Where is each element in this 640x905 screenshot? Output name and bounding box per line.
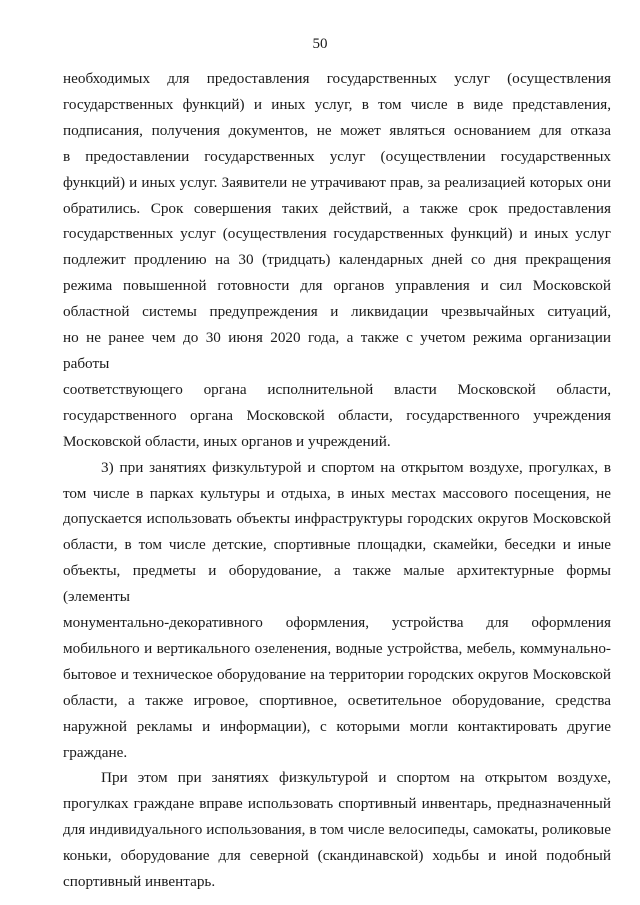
text-line: областной системы предупреждения и ликвидации чрезвычайных ситуаций, bbox=[63, 303, 611, 321]
text-line: необходимых для предоставления государственных услуг (осуществления bbox=[63, 70, 611, 87]
text-line: бытовое и техническое оборудование на территории городских округов Московской bbox=[63, 665, 611, 683]
text-line: прогулках граждане вправе использовать спортивный инвентарь, предназначенный bbox=[63, 795, 611, 813]
paragraph-sport-equipment bbox=[63, 765, 611, 895]
text-line: режима повышенной готовности для органов управления и сил Московской bbox=[63, 277, 611, 295]
text-line: государственных функций) и иных услуг, в том числе в виде представления, bbox=[63, 95, 611, 113]
text-line: Московской области, иных органов и учреждений. bbox=[63, 432, 391, 450]
paragraph-item-3 bbox=[63, 455, 611, 766]
text-line: области, в том числе детские, спортивные площадки, скамейки, беседки и иные bbox=[63, 536, 611, 554]
text-line: обратились. Срок совершения таких действий, а также срок предоставления bbox=[63, 199, 611, 217]
text-line: области, а также игровое, спортивное, осветительное оборудование, средства bbox=[63, 691, 611, 709]
text-line: для индивидуального использования, в том числе велосипеды, самокаты, роликовые bbox=[63, 821, 611, 839]
text-line: государственного органа Московской области, государственного учреждения bbox=[63, 406, 611, 424]
text-line: При этом при занятиях физкультурой и спортом на открытом воздухе, bbox=[101, 769, 611, 787]
text-line: соответствующего органа исполнительной власти Московской области, bbox=[63, 380, 611, 398]
text-line: наружной рекламы и информации), с которыми могли контактировать другие bbox=[63, 717, 611, 735]
document-body bbox=[63, 66, 611, 895]
text-line: мобильного и вертикального озеленения, водные устройства, мебель, коммунально- bbox=[63, 639, 611, 657]
text-line: коньки, оборудование для северной (скандинавской) ходьбы и иной подобный bbox=[63, 847, 611, 865]
text-line: подписания, получения документов, не может являться основанием для отказа bbox=[63, 121, 611, 139]
text-line: в предоставлении государственных услуг (осуществлении государственных bbox=[63, 147, 611, 165]
page-number: 50 bbox=[312, 36, 328, 52]
text-line: функций) и иных услуг. Заявители не утрачивают прав, за реализацией которых они bbox=[63, 173, 611, 191]
text-line: спортивный инвентарь. bbox=[63, 873, 216, 891]
text-line: объекты, предметы и оборудование, а также малые архитектурные формы (элементы bbox=[63, 562, 611, 606]
text-line: государственных услуг (осуществления государственных функций) и иных услуг bbox=[63, 225, 611, 243]
text-line: допускается использовать объекты инфраструктуры городских округов Московской bbox=[63, 510, 611, 528]
text-line: монументально-декоративного оформления, устройства для оформления bbox=[63, 614, 611, 632]
text-line: подлежит продлению на 30 (тридцать) календарных дней со дня прекращения bbox=[63, 251, 611, 269]
text-line: граждане. bbox=[63, 743, 128, 761]
text-line: но не ранее чем до 30 июня 2020 года, а также с учетом режима организации работы bbox=[63, 329, 611, 372]
text-line: том числе в парках культуры и отдыха, в иных местах массового посещения, не bbox=[63, 484, 611, 502]
paragraph-continuation bbox=[63, 66, 611, 455]
text-line: 3) при занятиях физкультурой и спортом на открытом воздухе, прогулках, в bbox=[101, 458, 611, 476]
